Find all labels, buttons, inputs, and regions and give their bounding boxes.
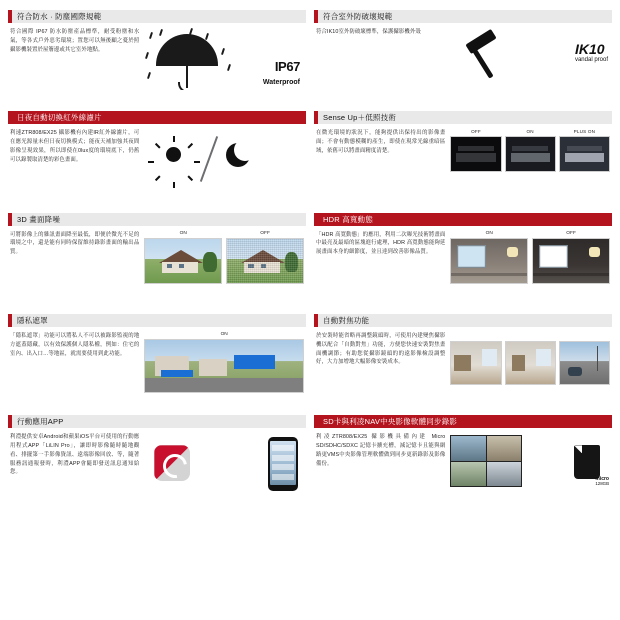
section-header-vandal xyxy=(314,10,612,23)
sun-icon xyxy=(166,147,181,162)
section-header-hdr xyxy=(314,213,612,226)
hdr-comparison xyxy=(450,231,610,293)
day-night-illustration xyxy=(144,129,304,191)
rain-drop-icon xyxy=(145,52,149,59)
panel-label: OFF xyxy=(471,129,481,135)
section-header-3d-dnr xyxy=(8,213,306,226)
smartphone-icon xyxy=(268,437,298,491)
mask-region xyxy=(161,370,193,377)
ip67-badge: IP67 xyxy=(274,59,300,74)
feature-cell-waterproof xyxy=(8,6,306,107)
section-description: 在微光環境的狀況下，能夠提供出保持出的影像畫面；不會有動態模糊的產生，即使在現常光線重暗區域，依舊可以將畫面精度清楚。 xyxy=(316,130,446,154)
ik10-illustration xyxy=(450,28,610,90)
vandal-proof-caption: vandal proof xyxy=(574,57,608,63)
section-body xyxy=(314,226,612,293)
section-description: 利凌ZTR808/EX25 攝影機具備內建 Micro SD/SDHC/SDXC 記憶卡擴充槽，減記憶卡且能與網路更VMS中央影像管理軟體做到同步更新錄影及影像備份。 xyxy=(316,434,446,467)
section-header-senseup xyxy=(314,111,612,124)
privacy-mask-illustration xyxy=(144,332,304,394)
section-title: SD卡與利凌NAV中央影像軟體同步錄影 xyxy=(323,417,458,427)
sun-ray-icon xyxy=(173,136,175,142)
waterproof-caption: Waterproof xyxy=(262,79,300,86)
rain-drop-icon xyxy=(147,72,151,79)
sd-card-illustration xyxy=(450,433,610,495)
sample-image-dnr-off xyxy=(226,238,304,284)
sample-image-privacy-mask xyxy=(144,339,304,393)
section-title: HDR 高寬動態 xyxy=(323,214,373,224)
section-header-waterproof xyxy=(8,10,306,23)
image-label: ON xyxy=(485,230,493,236)
sample-image-dnr-on xyxy=(144,238,222,284)
sample-image-plus-on xyxy=(559,136,610,172)
section-body xyxy=(314,23,612,90)
section-body xyxy=(314,327,612,394)
section-body xyxy=(314,124,612,191)
dnr-on-box xyxy=(144,231,222,293)
section-title: 自動對焦功能 xyxy=(323,316,370,325)
rain-drop-icon xyxy=(149,32,153,39)
hdr-on-box xyxy=(450,231,528,293)
hammer-icon xyxy=(466,34,510,80)
section-title: 日夜自動切換紅外線濾片 xyxy=(17,113,102,123)
umbrella-icon xyxy=(156,34,218,66)
section-header-autofocus xyxy=(314,314,612,327)
senseup-illustration xyxy=(450,129,610,191)
section-description: 符合IK10室外防破壞標準，保護攝影機外殼 xyxy=(316,29,421,35)
ik10-badge: IK10 xyxy=(574,41,605,57)
section-description: 符合國際 IP67 防水防塵產品標準，耐受粉塵和水氣，等各式戶外惡劣環境；置您可以無後顧之憂於照攝影機裝置於屋簷邊或其它室外地點。 xyxy=(10,29,140,53)
image-label: ON xyxy=(220,332,228,337)
sun-ray-icon xyxy=(155,176,161,182)
feature-cell-mobile-app xyxy=(8,411,306,512)
nvr-multiview-thumbnails xyxy=(450,435,522,487)
section-description: 可將影像上的雜訊畫面降至最低，即便於微光不足的環境之中，還是能有同時保留維持錄影畫面的輸出品質。 xyxy=(10,231,140,256)
feature-cell-ircut xyxy=(8,107,306,208)
sun-ray-icon xyxy=(148,161,154,163)
dnr-comparison xyxy=(144,231,304,293)
sample-image-focus-3 xyxy=(559,341,610,385)
section-description: 利澧提供安卓Android和蘋果iOS平台可使用的行動應用程式APP「LiLIN Pro」，讓即時影像隨時隨地觀看、排擺第一手影像資訊、遠端影像回放、等，隨著服務訊通報發時，利澧APP會隨即發送訊息通知給您。 xyxy=(10,434,140,476)
sample-image-hdr-on xyxy=(450,238,528,284)
section-body xyxy=(8,428,306,495)
panel-label: ON xyxy=(526,129,534,135)
section-body xyxy=(8,23,306,90)
image-label: ON xyxy=(179,230,187,236)
section-title: 3D 畫面降噪 xyxy=(17,214,61,224)
waterproof-illustration xyxy=(144,28,304,90)
moon-icon xyxy=(226,143,250,167)
hdr-off-box xyxy=(532,231,610,293)
autofocus-illustration xyxy=(450,332,610,394)
feature-cell-hdr xyxy=(314,209,612,310)
section-header-mobile-app xyxy=(8,415,306,428)
feature-grid xyxy=(8,6,612,614)
rain-drop-icon xyxy=(159,29,163,36)
section-body xyxy=(314,428,612,495)
panel-label: PLUS ON xyxy=(573,129,596,135)
mask-region xyxy=(234,355,275,370)
section-description: 利速ZTR808/EX25 攝影機有內建IR紅外線濾片，可在應光源量未但日夜切換模式；能夜天補加強其夜間影像呈現效果，所以即使在0lux度的環境底下，仍舊可以錄製取清楚的彩色畫面。 xyxy=(10,130,140,163)
senseup-panel xyxy=(505,129,556,172)
senseup-panel xyxy=(450,129,501,172)
feature-cell-autofocus xyxy=(314,310,612,411)
section-header-sd-card xyxy=(314,415,612,428)
divider-slash xyxy=(200,136,218,182)
image-label: OFF xyxy=(566,230,576,236)
sun-ray-icon xyxy=(188,143,194,149)
rain-drop-icon xyxy=(221,48,225,55)
mobile-app-illustration xyxy=(144,433,304,495)
rain-drop-icon xyxy=(227,64,231,71)
feature-cell-vandal xyxy=(314,6,612,107)
section-title: 行動應用APP xyxy=(17,417,64,427)
section-header-ircut xyxy=(8,111,306,124)
feature-cell-sd-card xyxy=(314,411,612,512)
section-title: 隱私遮罩 xyxy=(17,316,48,325)
section-title: Sense Up＋低照技術 xyxy=(323,113,397,123)
dnr-off-box xyxy=(226,231,304,293)
senseup-panel xyxy=(559,129,610,172)
feature-cell-senseup xyxy=(314,107,612,208)
sun-ray-icon xyxy=(194,161,200,163)
section-title: 符合室外防破壞規範 xyxy=(323,12,393,21)
section-body xyxy=(8,327,306,394)
section-body xyxy=(8,124,306,191)
sun-ray-icon xyxy=(155,143,161,149)
section-body xyxy=(8,226,306,293)
sample-image-hdr-off xyxy=(532,238,610,284)
section-header-privacy xyxy=(8,314,306,327)
image-label: OFF xyxy=(260,230,270,236)
section-description: 「HDR 高寬動態」的應用，利用二次曝光技術將畫面中最亮及最暗的區塊進行處理，HDR 高寬動態能夠延展畫面本身的細節度，並且達到改善影像品質。 xyxy=(316,231,446,256)
sun-ray-icon xyxy=(188,176,194,182)
section-description: 於安裝時能省略再調整鏡頭時，可使用內建變焦攝影機以配合「自動對焦」功能，方便您快速安裝對焦畫面機調節；有助您從攝影鏡頭的的遠影像檢設調整好，大力加增地大幅影像安裝成本。 xyxy=(316,333,446,366)
sd-brand-label: micro xyxy=(595,475,609,482)
app-logo-icon xyxy=(154,445,190,481)
sd-capacity-label: 128GB xyxy=(595,481,609,487)
sample-image-focus-1 xyxy=(450,341,501,385)
feature-cell-privacy xyxy=(8,310,306,411)
sun-ray-icon xyxy=(173,182,175,188)
microsd-card-icon xyxy=(574,445,600,479)
rain-drop-icon xyxy=(205,33,209,40)
section-description: 「隱私遮罩」功能可以將私人不可以被錄影監視的地方遮蓋隱藏，以有效保護個人隱私權，例如：住宅的室內、出入口…等地區，就需要使用到此功能。 xyxy=(10,333,140,357)
sample-image-off xyxy=(450,136,501,172)
feature-cell-3d-dnr xyxy=(8,209,306,310)
sample-image-on xyxy=(505,136,556,172)
sample-image-focus-2 xyxy=(505,341,556,385)
section-title: 符合防水 · 防塵國際規範 xyxy=(17,12,102,21)
